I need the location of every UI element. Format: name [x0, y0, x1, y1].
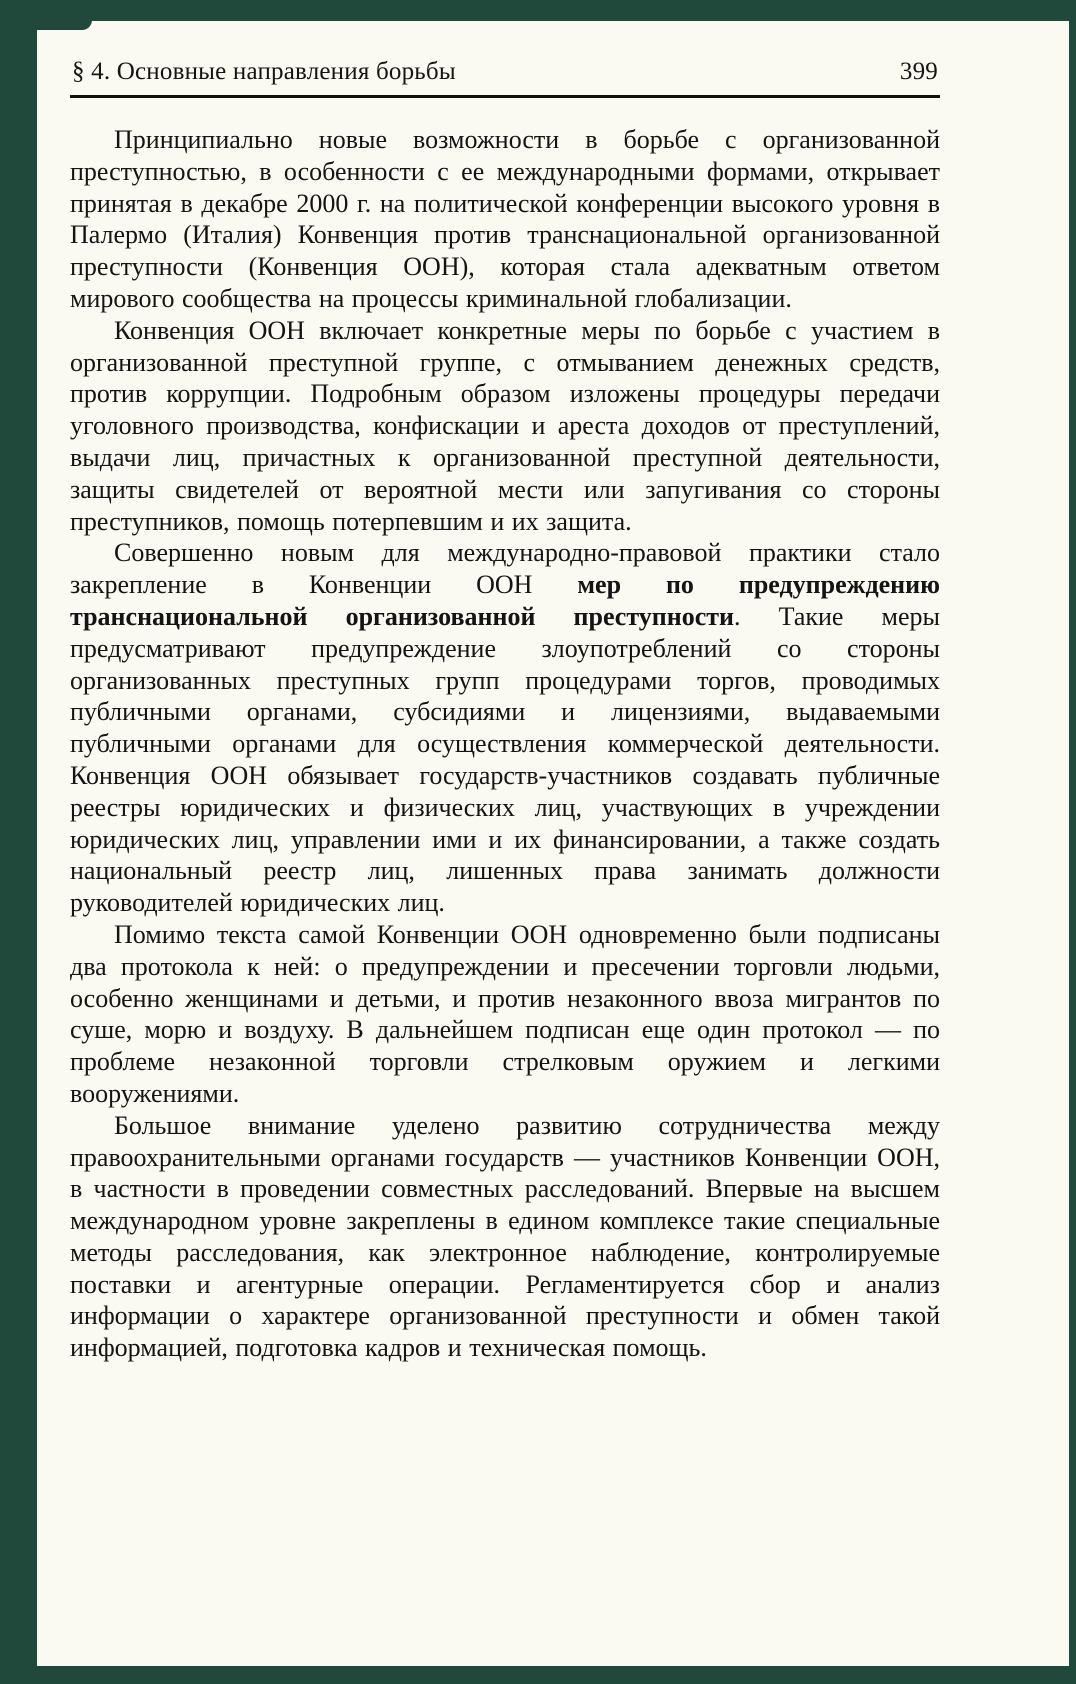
paragraph-3 [70, 537, 940, 919]
header-rule [70, 95, 940, 98]
paragraph-3-text-continued: . Такие меры предусматривают предупреждение злоупотреблений со стороны организованных преступных групп процедурами торгов, проводимых публичными органами, субсидиями и лицензиями, выдаваемыми публичными органами для осуществления коммерческой деятельности. Конвенция ООН обязывает государств-участников создавать публичные реестры юридических и физических лиц, участвующих в учреждении юридических лиц, управлении ими и их финансировании, а также создать национальный реестр лиц, лишенных права занимать должности руководителей юридических лиц. [70, 601, 940, 918]
scan-edge-right [1069, 0, 1076, 1684]
page-number: 399 [899, 58, 938, 85]
body-text [70, 124, 940, 1364]
scan-edge-left [0, 0, 37, 1684]
running-header [70, 58, 940, 95]
paragraph-3-text: Совершенно новым для международно-правовой практики стало закрепление в Конвенции ООН [70, 538, 940, 600]
scan-edge-corner [0, 0, 92, 30]
scan-edge-bottom [0, 1666, 1076, 1684]
page-content [70, 58, 940, 1364]
paragraph-2: Конвенция ООН включает конкретные меры по борьбе с участием в организованной преступной группе, с отмыванием денежных средств, против коррупции. Подробным образом изложены процедуры передачи уголовного производства, конфискации и ареста доходов от преступлений, выдачи лиц, причастных к организованной преступной деятельности, защиты свидетелей от вероятной мести или запугивания со стороны преступников, помощь потерпевшим и их защита. [70, 315, 940, 536]
scan-edge-top [0, 0, 1076, 21]
paragraph-4: Помимо текста самой Конвенции ООН одновременно были подписаны два протокола к ней: о предупреждении и пресечении торговли людьми, особенно женщинами и детьми, и против незаконного ввоза мигрантов по суше, морю и воздуху. В дальнейшем подписан еще один протокол — по проблеме незаконной торговли стрелковым оружием и легкими вооружениями. [70, 919, 940, 1108]
paragraph-3-bold-phrase: мер по предупреждению транснациональной организованной преступности [70, 570, 940, 631]
paragraph-1: Принципиально новые возможности в борьбе с организованной преступностью, в особенности с ее международными формами, открывает принятая в декабре 2000 г. на политической конференции высокого уровня в Палермо (Италия) Конвенция против транснациональной организованной преступности (Конвенция ООН), которая стала адекватным ответом мирового сообщества на процессы криминальной глобализации. [70, 125, 940, 313]
section-heading: § 4. Основные направления борьбы [72, 58, 456, 85]
paragraph-5: Большое внимание уделено развитию сотрудничества между правоохранительными органами государств — участников Конвенции ООН, в частности в проведении совместных расследований. Впервые на высшем международном уровне закреплены в едином комплексе такие специальные методы расследования, как электронное наблюдение, контролируемые поставки и агентурные операции. Регламентируется сбор и анализ информации о характере организованной преступности и обмен такой информацией, подготовка кадров и техническая помощь. [70, 1110, 940, 1363]
